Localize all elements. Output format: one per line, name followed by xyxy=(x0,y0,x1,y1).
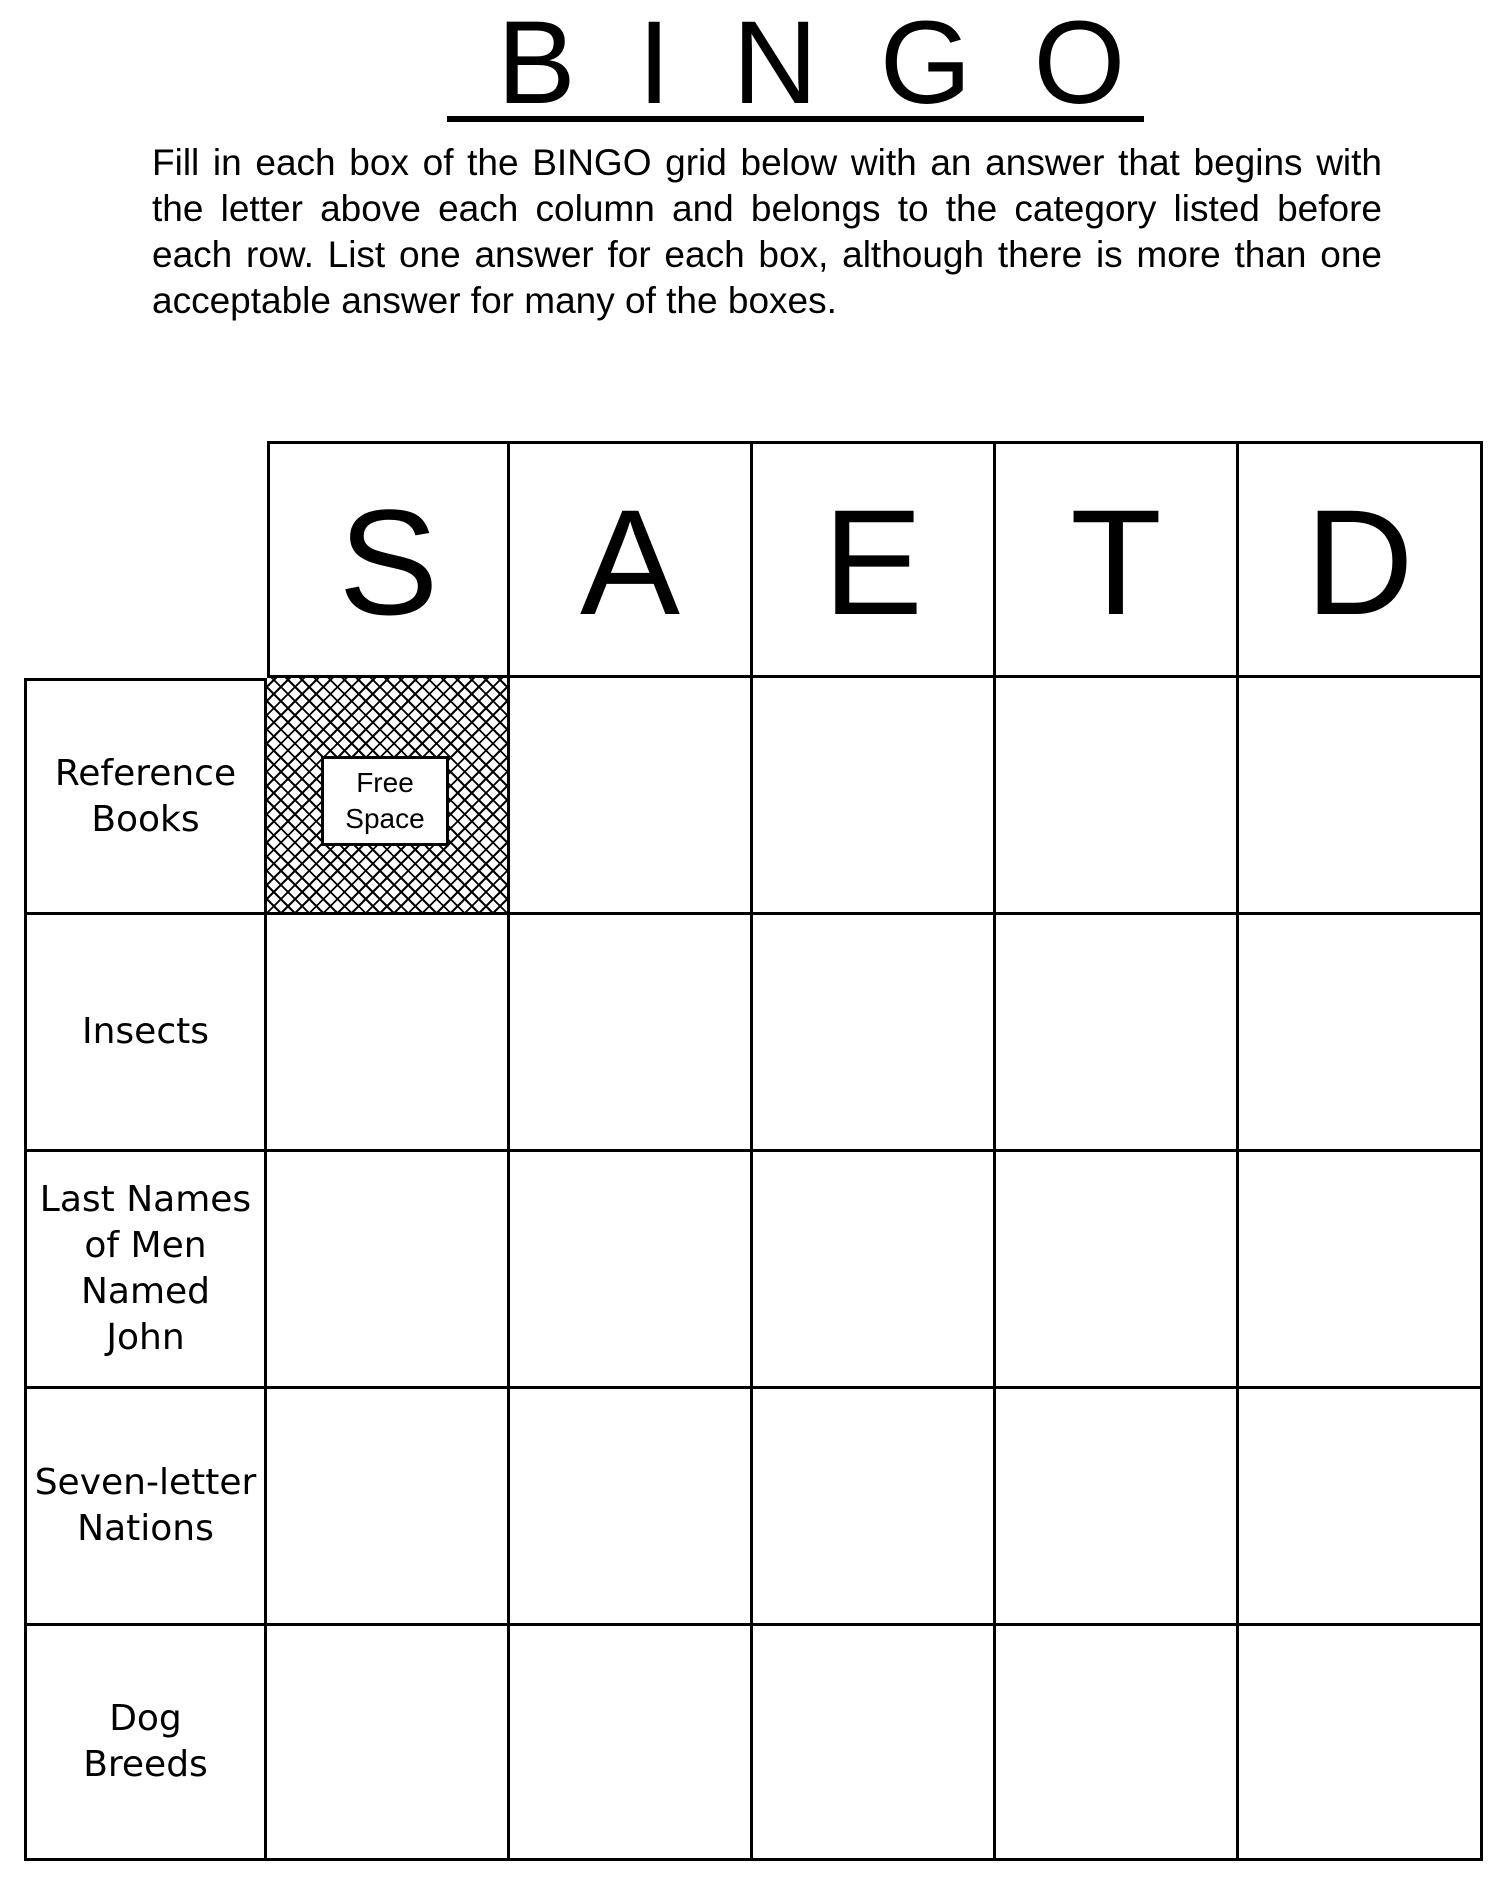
answer-box-r2-a[interactable] xyxy=(510,915,753,1152)
answer-box-r2-s[interactable] xyxy=(267,915,510,1152)
answer-box-r4-s[interactable] xyxy=(267,1389,510,1626)
answer-box-r2-t[interactable] xyxy=(996,915,1239,1152)
instructions-text: Fill in each box of the BINGO grid below with an answer that begins with the letter above each column and belongs to the category listed before each row. List one answer for each box, although there is more than one acceptable answer for many of the boxes. xyxy=(152,142,1382,321)
page-title: BINGO xyxy=(447,4,1144,122)
answer-box-r5-s[interactable] xyxy=(267,1626,510,1861)
row-label-last-names: Last Names of Men Named John xyxy=(24,1152,267,1389)
answer-box-r1-e[interactable] xyxy=(753,678,996,915)
answer-box-r5-e[interactable] xyxy=(753,1626,996,1861)
answer-box-r3-a[interactable] xyxy=(510,1152,753,1389)
column-header-a: A xyxy=(510,441,753,678)
bingo-grid xyxy=(24,441,1483,1861)
column-header-s: S xyxy=(267,441,510,678)
answer-box-r1-d[interactable] xyxy=(1239,678,1483,915)
answer-box-r4-e[interactable] xyxy=(753,1389,996,1626)
free-space-label xyxy=(321,756,449,846)
answer-box-r1-t[interactable] xyxy=(996,678,1239,915)
column-header-t: T xyxy=(996,441,1239,678)
free-space-line-2: Space xyxy=(345,803,425,834)
answer-box-r4-t[interactable] xyxy=(996,1389,1239,1626)
free-space-cell xyxy=(267,678,510,915)
free-space-line-1: Free xyxy=(356,767,414,798)
row-label-insects: Insects xyxy=(24,915,267,1152)
answer-box-r1-a[interactable] xyxy=(510,678,753,915)
answer-box-r2-d[interactable] xyxy=(1239,915,1483,1152)
answer-box-r3-s[interactable] xyxy=(267,1152,510,1389)
column-header-d: D xyxy=(1239,441,1483,678)
row-label-dog-breeds: Dog Breeds xyxy=(24,1626,267,1861)
answer-box-r4-d[interactable] xyxy=(1239,1389,1483,1626)
answer-box-r5-t[interactable] xyxy=(996,1626,1239,1861)
answer-box-r2-e[interactable] xyxy=(753,915,996,1152)
answer-box-r3-e[interactable] xyxy=(753,1152,996,1389)
answer-box-r5-a[interactable] xyxy=(510,1626,753,1861)
answer-box-r3-d[interactable] xyxy=(1239,1152,1483,1389)
answer-box-r5-d[interactable] xyxy=(1239,1626,1483,1861)
row-label-reference-books: Reference Books xyxy=(24,678,267,915)
column-header-e: E xyxy=(753,441,996,678)
answer-box-r4-a[interactable] xyxy=(510,1389,753,1626)
row-label-seven-letter-nations: Seven-letter Nations xyxy=(24,1389,267,1626)
answer-box-r3-t[interactable] xyxy=(996,1152,1239,1389)
grid-corner xyxy=(24,441,267,678)
